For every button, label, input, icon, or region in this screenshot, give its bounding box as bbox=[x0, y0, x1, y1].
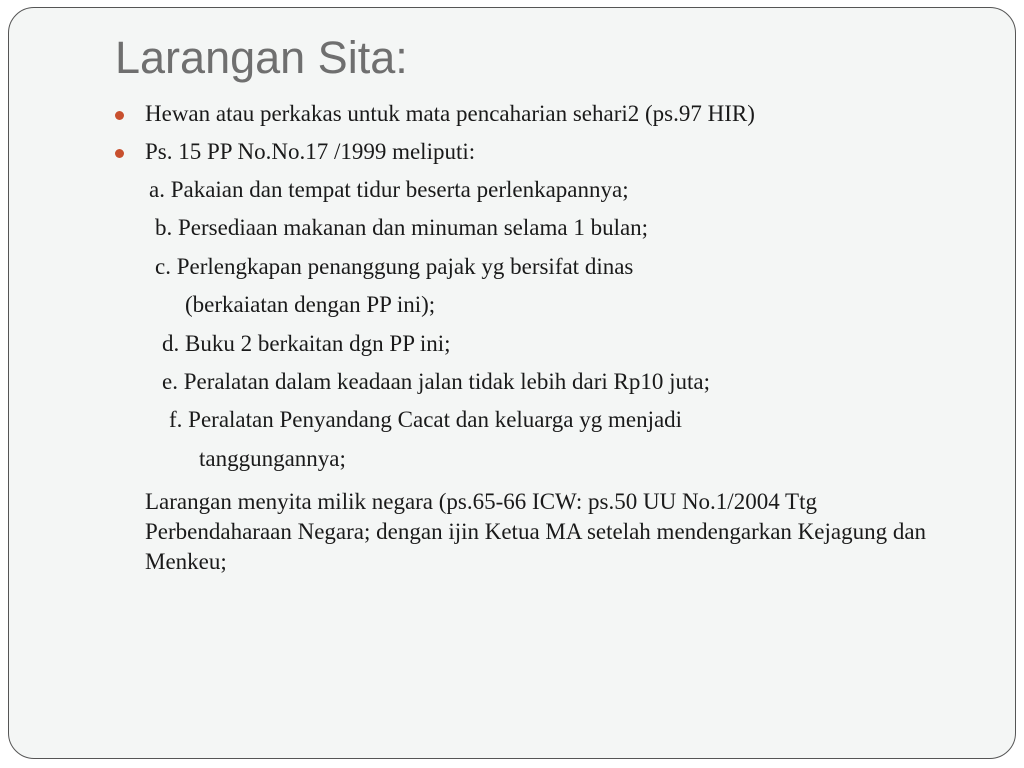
bullet-dot-icon bbox=[115, 149, 124, 158]
sub-item-b: b. Persediaan makanan dan minuman selama 1 bulan; bbox=[155, 215, 649, 240]
closing-paragraph: Larangan menyita milik negara (ps.65-66 ICW: ps.50 UU No.1/2004 Ttg Perbendaharaan Negara; dengan ijin Ketua MA setelah mendengarkan Kejagung dan Menkeu; bbox=[145, 489, 927, 574]
sub-item-c-continuation: (berkaiatan dengan PP ini); bbox=[185, 292, 436, 317]
sub-item-a: a. Pakaian dan tempat tidur beserta perlenkapannya; bbox=[149, 177, 629, 202]
slide bbox=[8, 7, 1016, 759]
bullet-dot-icon bbox=[115, 111, 124, 120]
sub-item-c: c. Perlengkapan penanggung pajak yg bersifat dinas bbox=[155, 254, 634, 279]
slide-title: Larangan Sita: bbox=[115, 32, 408, 83]
bullet-text: Hewan atau perkakas untuk mata pencaharian sehari2 (ps.97 HIR) bbox=[145, 101, 755, 126]
sub-item-e: e. Peralatan dalam keadaan jalan tidak lebih dari Rp10 juta; bbox=[162, 369, 710, 394]
sub-item-f-continuation: tanggungannya; bbox=[199, 446, 346, 471]
sub-item-d: d. Buku 2 berkaitan dgn PP ini; bbox=[162, 331, 451, 356]
sub-item-f: f. Peralatan Penyandang Cacat dan keluarga yg menjadi bbox=[169, 407, 683, 432]
bullet-text: Ps. 15 PP No.No.17 /1999 meliputi: bbox=[145, 139, 476, 164]
